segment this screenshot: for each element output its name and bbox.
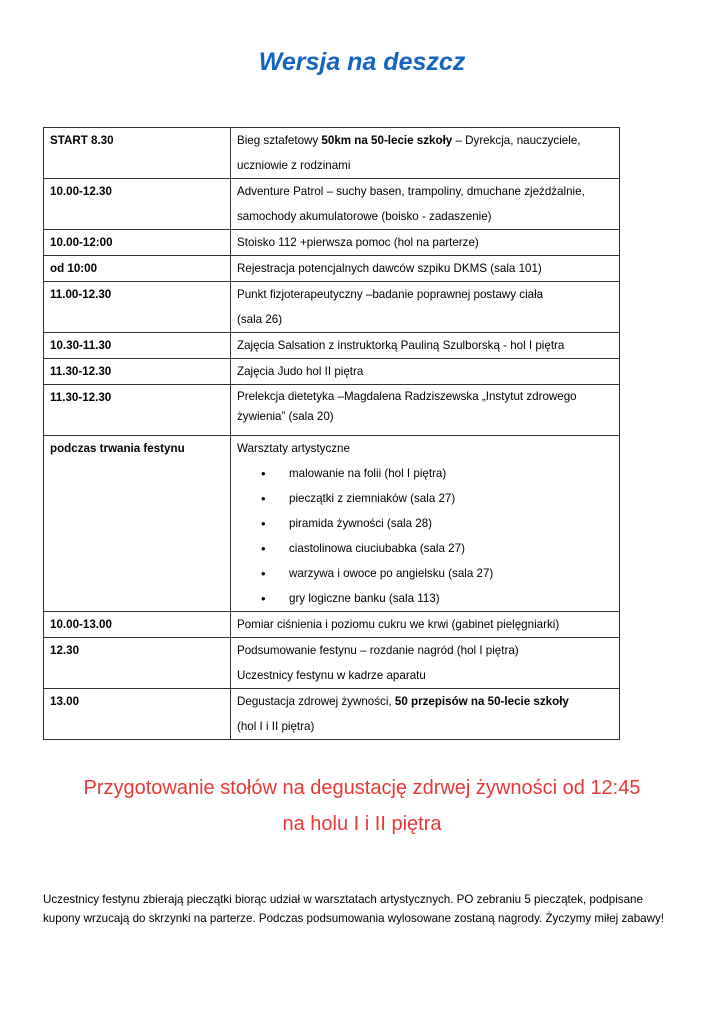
description-cell xyxy=(231,359,620,385)
time-cell: 10.00-12:00 xyxy=(44,230,231,256)
table-row xyxy=(44,689,620,740)
description-line: Uczestnicy festynu w kadrze aparatu xyxy=(237,669,426,682)
description-line: Warsztaty artystyczne xyxy=(237,442,350,455)
description-line: żywienia” (sala 20) xyxy=(237,410,334,423)
page-title: Wersja na deszcz xyxy=(258,48,466,76)
description-line: (sala 26) xyxy=(237,313,283,326)
description-cell xyxy=(231,436,620,612)
table-row xyxy=(44,333,620,359)
time-cell: START 8.30 xyxy=(44,128,231,179)
description-line: (hol I i II piętra) xyxy=(237,720,315,733)
table-row xyxy=(44,638,620,689)
time-cell: 11.30-12.30 xyxy=(44,385,231,436)
time-cell: 10.30-11.30 xyxy=(44,333,231,359)
description-cell xyxy=(231,179,620,230)
description-cell xyxy=(231,385,620,436)
time-cell: 10.00-13.00 xyxy=(44,612,231,638)
list-item: • warzywa i owoce po angielsku (sala 27) xyxy=(261,561,613,586)
time-cell: 10.00-12.30 xyxy=(44,179,231,230)
description-text: Bieg sztafetowy xyxy=(237,134,322,147)
list-item: • ciastolinowa ciuciubabka (sala 27) xyxy=(261,536,613,561)
list-item: • piramida żywności (sala 28) xyxy=(261,511,613,536)
description-cell xyxy=(231,128,620,179)
list-item: • malowanie na folii (hol I piętra) xyxy=(261,461,613,486)
description-cell xyxy=(231,333,620,359)
description-cell xyxy=(231,638,620,689)
table-row xyxy=(44,359,620,385)
time-cell: 13.00 xyxy=(44,689,231,740)
description-line: uczniowie z rodzinami xyxy=(237,159,351,172)
description-line: Podsumowanie festynu – rozdanie nagród (hol I piętra) xyxy=(237,644,519,657)
description-line: Adventure Patrol – suchy basen, trampoliny, dmuchane zjeżdżalnie, xyxy=(237,185,585,198)
time-cell: 11.30-12.30 xyxy=(44,359,231,385)
list-item: • pieczątki z ziemniaków (sala 27) xyxy=(261,486,613,511)
description-cell xyxy=(231,689,620,740)
table-row xyxy=(44,436,620,612)
description-line: Zajęcia Salsation z instruktorką Pauliną Szulborską - hol I piętra xyxy=(237,339,565,352)
time-cell: od 10:00 xyxy=(44,256,231,282)
table-row xyxy=(44,385,620,436)
list-item: • gry logiczne banku (sala 113) xyxy=(261,586,613,611)
notice-line: na holu I i II piętra xyxy=(282,813,442,835)
description-line: samochody akumulatorowe (boisko - zadaszenie) xyxy=(237,210,492,223)
workshop-list xyxy=(237,461,613,611)
description-cell xyxy=(231,230,620,256)
table-row xyxy=(44,128,620,179)
table-row xyxy=(44,179,620,230)
schedule-table xyxy=(43,127,620,740)
description-text: Degustacja zdrowej żywności, xyxy=(237,695,395,708)
description-line xyxy=(237,689,613,714)
description-line: Zajęcia Judo hol II piętra xyxy=(237,365,364,378)
description-line: Stoisko 112 +pierwsza pomoc (hol na parterze) xyxy=(237,236,479,249)
description-line xyxy=(237,128,613,153)
table-row xyxy=(44,282,620,333)
description-line: Rejestracja potencjalnych dawców szpiku DKMS (sala 101) xyxy=(237,262,542,275)
time-cell: 12.30 xyxy=(44,638,231,689)
emphasis-text: 50km na 50-lecie szkoły xyxy=(321,134,453,147)
description-line: Punkt fizjoterapeutyczny –badanie poprawnej postawy ciała xyxy=(237,288,544,301)
notice-line: Przygotowanie stołów na degustację zdrwej żywności od 12:45 xyxy=(83,777,641,799)
description-text: – Dyrekcja, nauczyciele, xyxy=(452,134,581,147)
table-row xyxy=(44,256,620,282)
table-row xyxy=(44,612,620,638)
description-cell xyxy=(231,256,620,282)
time-cell: 11.00-12.30 xyxy=(44,282,231,333)
description-cell xyxy=(231,612,620,638)
emphasis-text: 50 przepisów na 50-lecie szkoły xyxy=(394,695,569,708)
schedule-body xyxy=(44,128,620,740)
description-cell xyxy=(231,282,620,333)
description-line: Prelekcja dietetyka –Magdalena Radziszewska „Instytut zdrowego xyxy=(237,390,577,403)
footer-text: Uczestnicy festynu zbierają pieczątki biorąc udział w warsztatach artystycznych. PO zebraniu 5 pieczątek, podpisane kupony wrzucają do skrzynki na parterze. Podczas podsumowania wylosowane zostaną nagrody. Życzymy miłej zabawy! xyxy=(43,892,664,925)
notice xyxy=(0,770,724,842)
table-row xyxy=(44,230,620,256)
description-line: Pomiar ciśnienia i poziomu cukru we krwi (gabinet pielęgniarki) xyxy=(237,618,560,631)
time-cell: podczas trwania festynu xyxy=(44,436,231,612)
